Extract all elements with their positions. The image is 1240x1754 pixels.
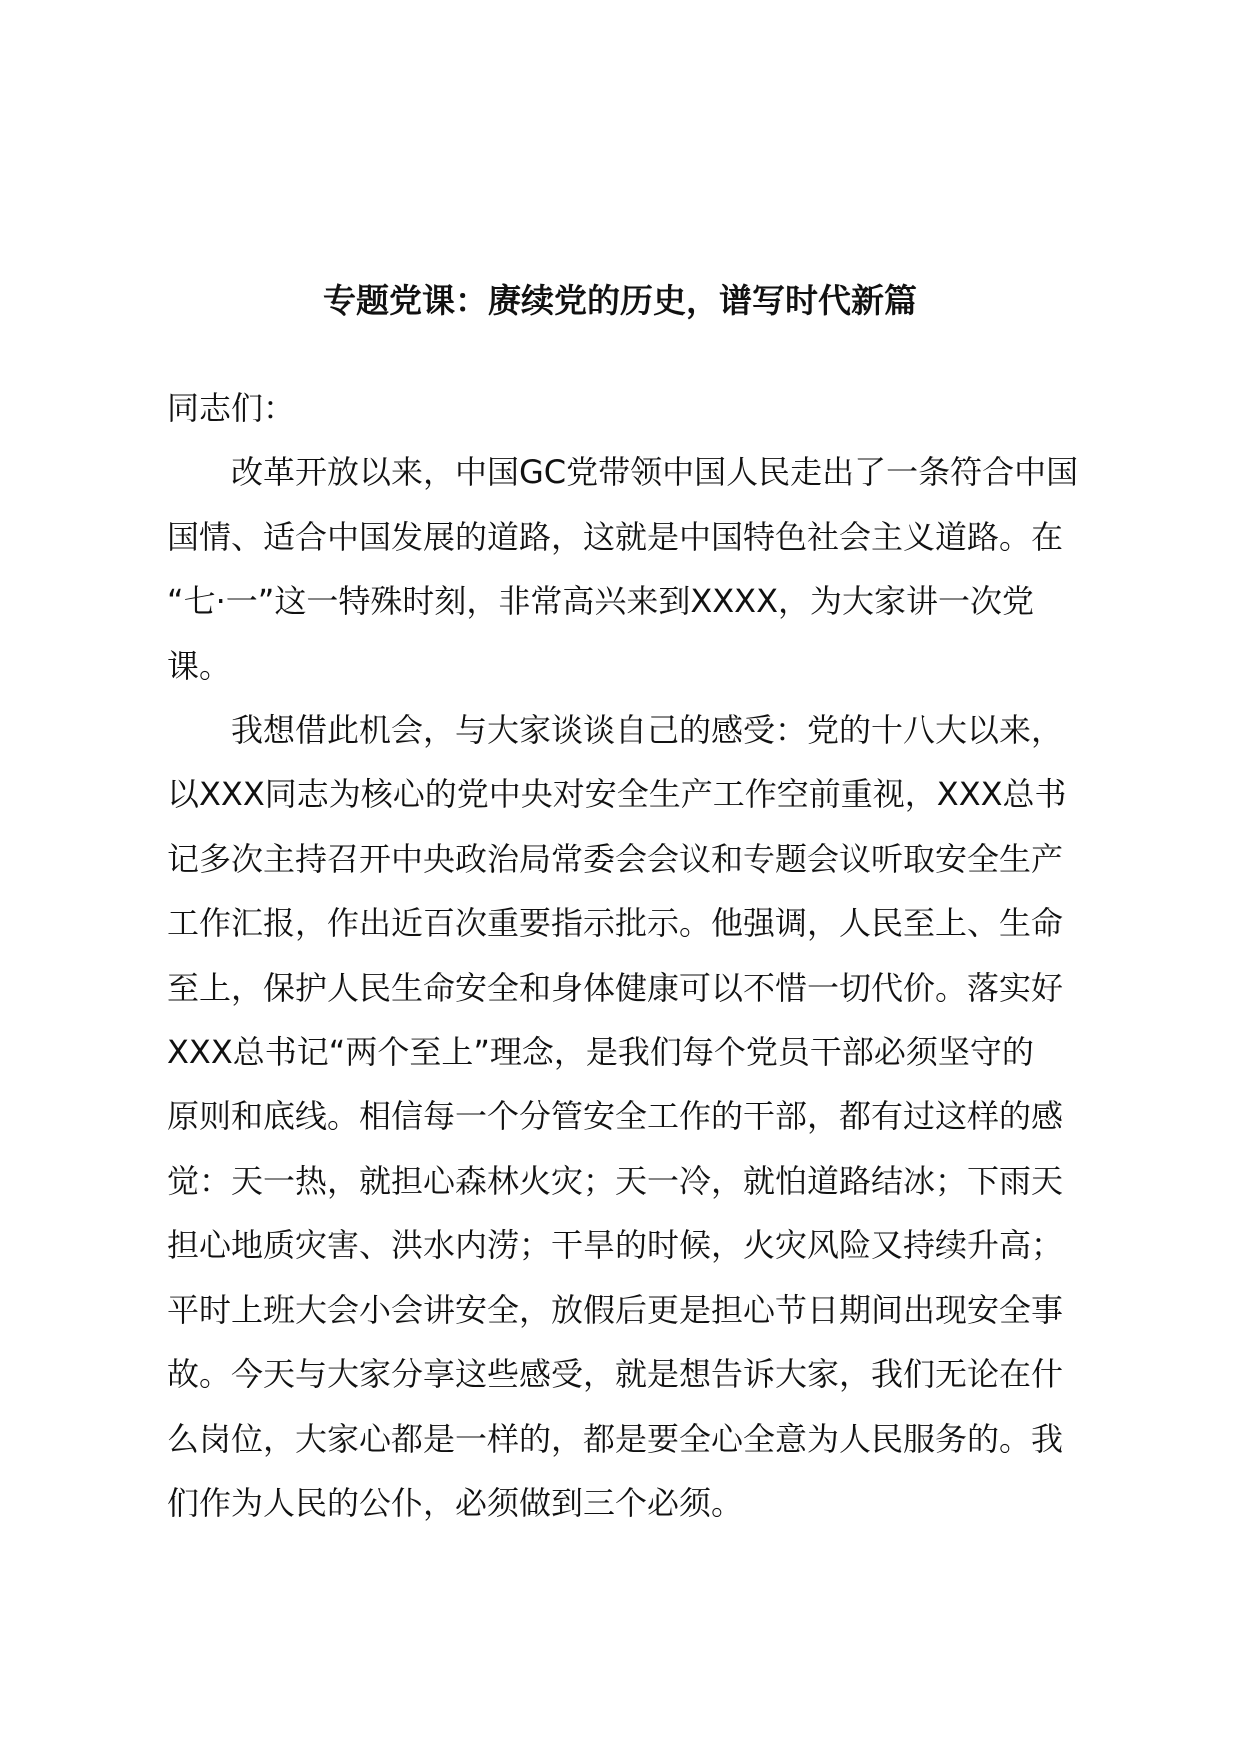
- paragraph-line: 们作为人民的公仆，必须做到三个必须。: [167, 1483, 744, 1522]
- paragraph-line: XXX总书记“两个至上”理念，是我们每个党员干部必须坚守的: [167, 1033, 1034, 1072]
- paragraph-line: 至上，保护人民生命安全和身体健康可以不惜一切代价。落实好: [167, 968, 1064, 1007]
- paragraph-line: 我想借此机会，与大家谈谈自己的感受：党的十八大以来，: [231, 711, 1064, 750]
- salutation-line: 同志们：: [167, 389, 296, 427]
- document-title: 专题党课：赓续党的历史，谱写时代新篇: [323, 281, 917, 320]
- paragraph-line: 觉：天一热，就担心森林火灾；天一冷，就怕道路结冰；下雨天: [167, 1161, 1064, 1200]
- paragraph-line: 记多次主持召开中央政治局常委会会议和专题会议听取安全生产: [167, 839, 1064, 878]
- paragraph-1: [167, 440, 1115, 698]
- paragraph-line: 么岗位，大家心都是一样的，都是要全心全意为人民服务的。我: [167, 1419, 1064, 1458]
- paragraph-line: 平时上班大会小会讲安全，放假后更是担心节日期间出现安全事: [167, 1290, 1064, 1329]
- salutation: [167, 376, 1115, 440]
- paragraph-line: 担心地质灾害、洪水内涝；干旱的时候，火灾风险又持续升高；: [167, 1226, 1064, 1265]
- paragraph-line: 国情、适合中国发展的道路，这就是中国特色社会主义道路。在: [167, 517, 1064, 556]
- paragraph-line: 故。今天与大家分享这些感受，就是想告诉大家，我们无论在什: [167, 1355, 1064, 1394]
- paragraph-line: 原则和底线。相信每一个分管安全工作的干部，都有过这样的感: [167, 1097, 1064, 1136]
- paragraph-line: 以XXX同志为核心的党中央对安全生产工作空前重视，XXX总书: [167, 775, 1067, 814]
- paragraph-line: 工作汇报，作出近百次重要指示批示。他强调，人民至上、生命: [167, 904, 1064, 943]
- document-body: [167, 376, 1115, 1535]
- paragraph-line: “七·一”这一特殊时刻，非常高兴来到XXXX，为大家讲一次党: [167, 582, 1035, 621]
- paragraph-line: 改革开放以来，中国GC党带领中国人民走出了一条符合中国: [231, 453, 1079, 492]
- paragraph-line: 课。: [167, 646, 232, 685]
- paragraph-2: [167, 698, 1115, 1535]
